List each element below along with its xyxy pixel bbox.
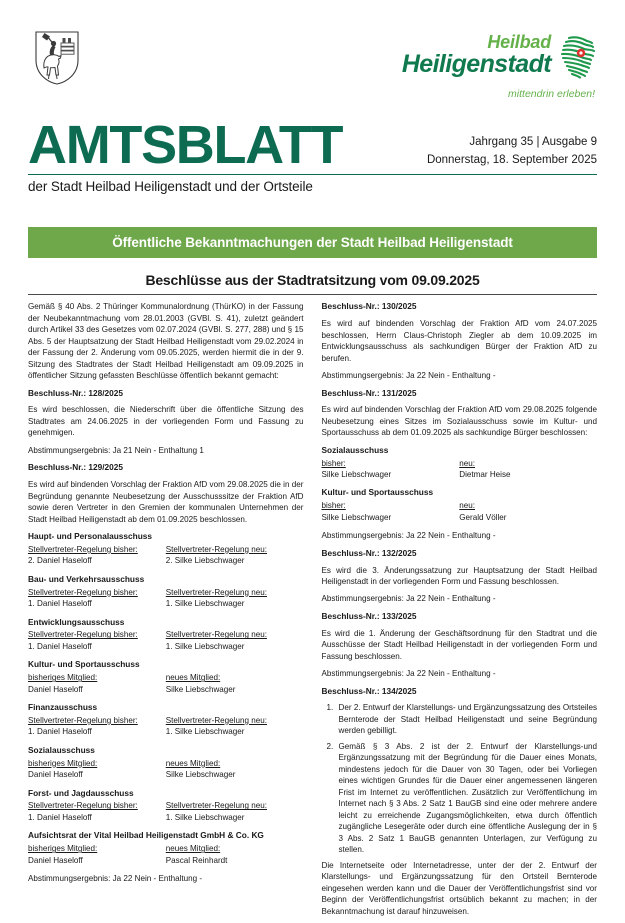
committee-new-value: 1. Silke Liebschwager xyxy=(165,727,245,737)
committee-old-label: bisheriges Mitglied: xyxy=(28,673,98,683)
committee-old xyxy=(28,843,166,866)
committee-new-value: Silke Liebschwager xyxy=(165,770,236,780)
committee-old-value: Daniel Haseloff xyxy=(28,855,83,865)
committee-old xyxy=(322,500,460,523)
issue-date: Donnerstag, 18. September 2025 xyxy=(426,153,597,166)
committee-new xyxy=(166,800,304,823)
beschluss-131-number: Beschluss-Nr.: 131/2025 xyxy=(321,387,417,398)
beschluss-128-number: Beschluss-Nr.: 128/2025 xyxy=(28,387,124,398)
masthead xyxy=(28,0,597,118)
committee-new xyxy=(166,629,304,652)
list-item: 2. Gemäß § 3 Abs. 2 ist der 2. Entwurf der Klarstellungs-und Ergänzungssatzung mit der Begründung für die Dauer eines Monats, mindestens jedoch für die Dauer von 30 Tagen, oder bei Vorliegen eines wichtigen Grundes für die Dauer einer angemessenen längeren Frist im Internet zu veröffentlichen. Zusätzlich zur Veröffentlichung im Internet nach § 3 Abs. 2 Satz 1 BauGB sind eine oder mehrere andere leicht zu erreichende Zugangsmöglichkeiten, etwa durch öffentlich zugängliche Lesegeräte oder durch eine öffentliche Auslegung der in § 3 Abs. 2 Satz 1 BauGB genannten Unterlagen, zur Verfügung zu stellen. xyxy=(336,741,598,856)
committee-old xyxy=(28,715,166,738)
committee-new-label: Stellvertreter-Regelung neu: xyxy=(165,715,267,725)
brand-line-heilbad: Heilbad xyxy=(487,32,551,52)
committee-old-label: bisheriges Mitglied: xyxy=(28,758,98,768)
page-title: AMTSBLATT xyxy=(28,115,343,175)
committee-name: Finanzausschuss xyxy=(28,702,98,713)
intro-paragraph: Gemäß § 40 Abs. 2 Thüringer Kommunalordnung (ThürKO) in der Fassung der Neubekanntmachung vom 28.01.2003 (GVBl. S. 41), zuletzt geändert durch Artikel 33 des Gesetzes vom 02.07.2024 (GVBl. S. 277, 288) und § 15 Abs. 5 der Hauptsatzung der Stadt Heilbad Heiligenstadt vom 29.02.2024 in der Fassung der 2. Änderung vom 09.05.2025, werden hiermit die in der 9. Sitzung des Stadtrates der Stadt Heilbad Heiligenstadt am 09.09.2025 in öffentlicher Sitzung gefassten Beschlüsse öffentlich bekannt gemacht: xyxy=(28,302,304,381)
beschluss-134-number: Beschluss-Nr.: 134/2025 xyxy=(321,685,417,696)
beschluss-129-result: Abstimmungsergebnis: Ja 22 Nein - Enthaltung - xyxy=(28,874,203,884)
content-columns xyxy=(28,301,597,923)
committee-new xyxy=(459,500,597,523)
committee-new-label: Stellvertreter-Regelung neu: xyxy=(165,801,267,811)
committee-change-row xyxy=(28,587,304,610)
beschluss-128-result: Abstimmungsergebnis: Ja 21 Nein - Enthaltung 1 xyxy=(28,445,204,455)
committee-old-value: 1. Daniel Haseloff xyxy=(28,812,92,822)
committee-new xyxy=(166,843,304,866)
committee-new xyxy=(166,672,304,695)
brand-tagline: mittendrin erleben! xyxy=(508,88,595,100)
committee-change-row xyxy=(28,629,304,652)
beschluss-130-body: Es wird auf bindenden Vorschlag der Fraktion AfD vom 24.07.2025 beschlossen, Herrn Claus-Christoph Ziegler ab dem 10.09.2025 im Entwicklungsausschuss als sachkundigen Bürger der Fraktion AfD zu berufen. xyxy=(321,319,597,363)
section-divider xyxy=(28,294,597,295)
committee-old-label: Stellvertreter-Regelung bisher: xyxy=(28,587,138,597)
beschluss-131-result: Abstimmungsergebnis: Ja 22 Nein - Enthaltung - xyxy=(321,531,496,541)
committee-old xyxy=(28,587,166,610)
committee-new xyxy=(166,715,304,738)
beschluss-134-trailing: Die Internetseite oder Internetadresse, unter der der 2. Entwurf der Klarstellungs- und Ergänzungssatzung für den Ortsteil Bernterode eingesehen werden kann und die Dauer der Veröffentlichungsfrist sind vor Beginn der Veröffentlichungsfrist ortsüblich bekannt zu machen; in der Bekanntmachung ist darauf hinzuweisen. xyxy=(321,860,597,916)
committee-new-value: Silke Liebschwager xyxy=(165,684,236,694)
coat-of-arms-icon xyxy=(34,30,80,86)
committee-old xyxy=(28,629,166,652)
issue-info xyxy=(427,134,597,170)
committee-old-value: Silke Liebschwager xyxy=(321,512,392,522)
beschluss-133-body: Es wird die 1. Änderung der Geschäftsordnung für den Stadtrat und die Ausschüsse der Stadt Heilbad Heiligenstadt in der vorliegenden Form und Fassung beschlossen. xyxy=(321,628,597,661)
beschluss-128-body: Es wird beschlossen, die Niederschrift über die öffentliche Sitzung des Stadtrates am 24.06.2025 in der vorliegenden Form und Fassung zu genehmigen. xyxy=(28,405,304,438)
committee-new-label: neu: xyxy=(459,458,476,468)
beschluss-133-result: Abstimmungsergebnis: Ja 22 Nein - Enthaltung - xyxy=(321,669,496,679)
committee-name: Forst- und Jagdausschuss xyxy=(28,787,134,798)
beschluss-132-result: Abstimmungsergebnis: Ja 22 Nein - Enthaltung - xyxy=(321,594,496,604)
beschluss-132-number: Beschluss-Nr.: 132/2025 xyxy=(321,547,417,558)
committee-new-label: neues Mitglied: xyxy=(165,673,221,683)
list-item: 1. Der 2. Entwurf der Klarstellungs- und Ergänzungssatzung des Ortsteiles Bernterode der Stadt Heilbad Heiligenstadt und seine Begründung werden gebilligt. xyxy=(336,702,598,736)
beschluss-132-body: Es wird die 3. Änderungssatzung zur Hauptsatzung der Stadt Heilbad Heiligenstadt in der vorliegenden Form und Fassung beschlossen. xyxy=(321,565,597,586)
beschluss-134-list xyxy=(322,702,598,855)
beschluss-130-number: Beschluss-Nr.: 130/2025 xyxy=(321,301,417,312)
committee-new-label: neues Mitglied: xyxy=(165,758,221,768)
committee-change-row xyxy=(28,843,304,866)
committee-change-row xyxy=(28,758,304,781)
committee-new-value: Gerald Völler xyxy=(459,512,507,522)
committee-old-value: 2. Daniel Haseloff xyxy=(28,556,92,566)
title-block xyxy=(28,115,597,195)
committee-old-value: 1. Daniel Haseloff xyxy=(28,641,92,651)
committee-old-value: 1. Daniel Haseloff xyxy=(28,727,92,737)
committee-old-label: bisheriges Mitglied: xyxy=(28,844,98,854)
germany-map-icon xyxy=(557,35,597,81)
committee-old-label: Stellvertreter-Regelung bisher: xyxy=(28,715,138,725)
committee-new xyxy=(166,544,304,567)
committee-name: Sozialausschuss xyxy=(321,444,389,455)
committee-change-row xyxy=(28,715,304,738)
page-subtitle: der Stadt Heilbad Heiligenstadt und der Ortsteile xyxy=(28,179,313,195)
committee-new-value: Dietmar Heise xyxy=(459,470,511,479)
committee-name: Sozialausschuss xyxy=(28,744,95,755)
committee-old-value: 1. Daniel Haseloff xyxy=(28,599,92,609)
committee-new-label: neues Mitglied: xyxy=(165,844,221,854)
committee-name: Haupt- und Personalausschuss xyxy=(28,531,153,542)
committee-old xyxy=(28,800,166,823)
committee-change-row xyxy=(322,500,598,523)
committee-new-value: 1. Silke Liebschwager xyxy=(165,812,245,822)
committee-old-value: Daniel Haseloff xyxy=(28,684,83,694)
committee-old-label: Stellvertreter-Regelung bisher: xyxy=(28,544,138,554)
committee-new xyxy=(166,758,304,781)
committee-new xyxy=(459,458,597,481)
committee-new xyxy=(166,587,304,610)
committee-new-value: 1. Silke Liebschwager xyxy=(165,641,245,651)
committee-name: Entwicklungsausschuss xyxy=(28,616,125,627)
committee-old-label: bisher: xyxy=(321,501,346,511)
committee-old-value: Silke Liebschwager xyxy=(321,470,392,479)
committee-old xyxy=(28,758,166,781)
committee-new-label: Stellvertreter-Regelung neu: xyxy=(165,630,267,640)
committee-new-label: neu: xyxy=(459,501,476,511)
committee-change-row xyxy=(28,672,304,695)
committee-old-value: Daniel Haseloff xyxy=(28,770,83,780)
brand-wordmark xyxy=(402,33,551,77)
brand-line-heiligenstadt: Heiligenstadt xyxy=(401,50,551,78)
committee-name: Kultur- und Sportausschuss xyxy=(28,659,140,670)
committee-new-value: Pascal Reinhardt xyxy=(165,855,228,865)
committee-name: Bau- und Verkehrsausschuss xyxy=(28,573,145,584)
committee-new-label: Stellvertreter-Regelung neu: xyxy=(165,587,267,597)
committee-old-label: Stellvertreter-Regelung bisher: xyxy=(28,630,138,640)
beschluss-130-result: Abstimmungsergebnis: Ja 22 Nein - Enthaltung - xyxy=(321,371,496,381)
committee-new-value: 2. Silke Liebschwager xyxy=(165,556,245,566)
committee-old xyxy=(28,544,166,567)
beschluss-129-number: Beschluss-Nr.: 129/2025 xyxy=(28,462,124,473)
committee-change-row xyxy=(322,458,598,481)
committee-old-label: Stellvertreter-Regelung bisher: xyxy=(28,801,138,811)
committee-old xyxy=(322,458,460,481)
beschluss-131-body: Es wird auf bindenden Vorschlag der Fraktion AfD vom 29.08.2025 folgende Neubesetzung eines Sitzes im Sozialausschuss sowie im Kultur- und Sportausschuss ab dem 01.09.2025 als sachkundige Bürger beschlossen: xyxy=(321,405,597,438)
right-column xyxy=(322,301,598,923)
beschluss-133-number: Beschluss-Nr.: 133/2025 xyxy=(321,610,417,621)
committee-new-value: 1. Silke Liebschwager xyxy=(165,599,245,609)
committee-change-row xyxy=(28,800,304,823)
issue-number: Jahrgang 35 | Ausgabe 9 xyxy=(469,136,597,148)
announcements-banner: Öffentliche Bekanntmachungen der Stadt Heilbad Heiligenstadt xyxy=(28,227,597,258)
committee-name: Kultur- und Sportausschuss xyxy=(321,487,434,498)
committee-change-row xyxy=(28,544,304,567)
section-heading: Beschlüsse aus der Stadtratsitzung vom 09.09.2025 xyxy=(145,272,480,289)
committee-new-label: Stellvertreter-Regelung neu: xyxy=(165,544,267,554)
committee-name: Aufsichtsrat der Vital Heilbad Heiligenstadt GmbH & Co. KG xyxy=(28,830,264,841)
left-column xyxy=(28,301,304,890)
city-brand-logo xyxy=(369,33,597,109)
committee-old-label: bisher: xyxy=(321,458,346,468)
beschluss-129-body: Es wird auf bindenden Vorschlag der Fraktion AfD vom 29.08.2025 die in der Begründung genannte Neubesetzung der Ausschusssitze der Fraktion AfD sowie deren Vertreter in den Gremien der kommunalen Unternehmen der Stadt Heilbad Heiligenstadt ab dem 01.09.2025 beschlossen. xyxy=(28,480,304,524)
committee-old xyxy=(28,672,166,695)
